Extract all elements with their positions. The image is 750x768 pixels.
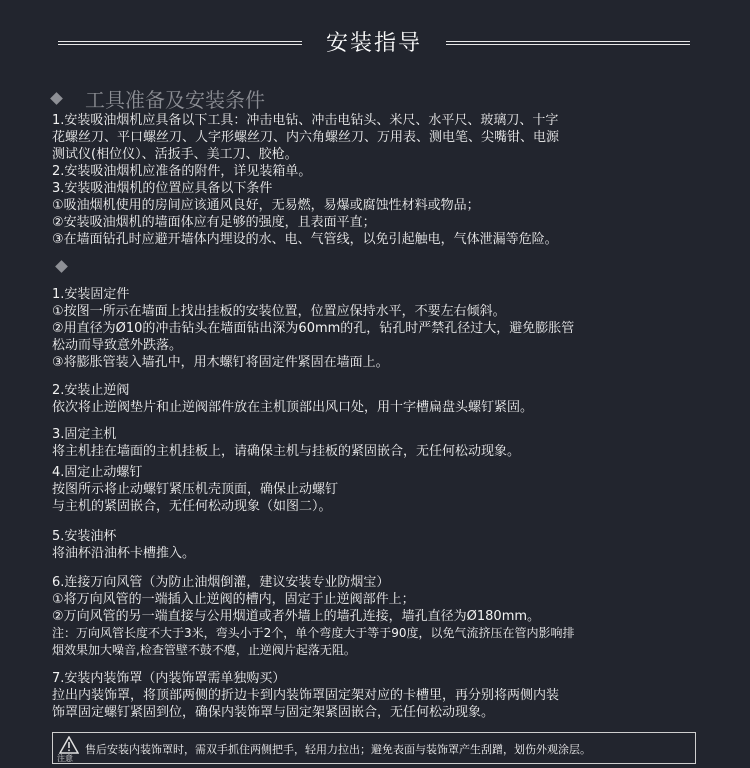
text-line: 按图所示将止动螺钉紧压机壳顶面，确保止动螺钉 <box>52 482 339 497</box>
step-oil-cup <box>52 528 702 562</box>
text-line: 3.安装吸油烟机的位置应具备以下条件 <box>52 181 273 196</box>
step-fix-main-unit <box>52 426 702 460</box>
diamond-bullet-icon <box>50 92 63 105</box>
title-divider-right <box>446 41 690 45</box>
caution-text: 售后安装内装饰罩时，需双手抓住两侧把手，轻用力拉出；避免表面与装饰罩产生刮蹭，划伤外观涂层。 <box>85 743 591 756</box>
text-line: ②用直径为Ø10的冲击钻头在墙面钻出深为60mm的孔，钻孔时严禁孔径过大，避免膨胀管 <box>52 321 575 336</box>
text-line: ②万向风管的另一端直接与公用烟道或者外墙上的墙孔连接，墙孔直径为Ø180mm。 <box>52 609 541 624</box>
step-inner-cover <box>52 670 702 721</box>
warning-triangle-icon <box>59 736 79 754</box>
step-install-fixture <box>52 286 702 371</box>
caution-note <box>52 732 696 764</box>
step-title: 5.安装油杯 <box>52 529 117 544</box>
diamond-bullet-icon <box>55 260 68 273</box>
text-line: ③在墙面钻孔时应避开墙体内埋设的水、电、气管线，以免引起触电，气体泄漏等危险。 <box>52 232 558 247</box>
text-line: 测试仪(相位仪）、活扳手、美工刀、胶枪。 <box>52 147 298 162</box>
step-title: 4.固定止动螺钉 <box>52 465 143 480</box>
text-line: 饰罩固定螺钉紧固到位，确保内装饰罩与固定架紧固嵌合，无任何松动现象。 <box>52 705 495 720</box>
text-line: 将主机挂在墙面的主机挂板上，请确保主机与挂板的紧固嵌合，无任何松动现象。 <box>52 444 521 459</box>
text-line: ①按图一所示在墙面上找出挂板的安装位置，位置应保持水平，不要左右倾斜。 <box>52 304 506 319</box>
text-line: ①将万向风管的一端插入止逆阀的槽内，固定于止逆阀部件上； <box>52 592 415 607</box>
text-line: 依次将止逆阀垫片和止逆阀部件放在主机顶部出风口处，用十字槽扁盘头螺钉紧固。 <box>52 400 534 415</box>
title-row <box>0 24 750 60</box>
text-line: 将油杯沿油杯卡槽推入。 <box>52 546 196 561</box>
text-line: 拉出内装饰罩，将顶部两侧的折边卡到内装饰罩固定架对应的卡槽里，再分别将两侧内装 <box>52 688 560 703</box>
title-divider-left <box>58 41 302 45</box>
text-line: 松动而导致意外跌落。 <box>52 338 183 353</box>
step-duct <box>52 574 702 659</box>
step-title: 1.安装固定件 <box>52 287 130 302</box>
section-heading-tools <box>52 84 265 112</box>
step-title: 3.固定主机 <box>52 427 117 442</box>
caution-label: 注意 <box>57 754 73 763</box>
page-title: 安装指导 <box>325 31 422 56</box>
text-line: ②安装吸油烟机的墙面体应有足够的强度，且表面平直； <box>52 215 376 230</box>
text-line: 注：万向风管长度不大于3米，弯头小于2个，单个弯度大于等于90度，以免气流挤压在管内影响排 <box>52 626 575 640</box>
step-title: 2.安装止逆阀 <box>52 383 130 398</box>
text-line: 花螺丝刀、平口螺丝刀、人字形螺丝刀、内六角螺丝刀、万用表、测电笔、尖嘴钳、电源 <box>52 130 560 145</box>
text-line: 烟效果加大噪音,检查管壁不鼓不瘪，止逆阀片起落无阻。 <box>52 643 356 657</box>
text-line: ①吸油烟机使用的房间应该通风良好，无易燃，易爆或腐蚀性材料或物品； <box>52 198 480 213</box>
section-heading-text: 工具准备及安装条件 <box>85 88 265 112</box>
step-check-valve <box>52 382 702 416</box>
text-line: ③将膨胀管装入墙孔中，用木螺钉将固定件紧固在墙面上。 <box>52 355 389 370</box>
text-line: 1.安装吸油烟机应具备以下工具：冲击电钻、冲击电钻头、米尺、水平尺、玻璃刀、十字 <box>52 113 559 128</box>
step-title: 6.连接万向风管（为防止油烟倒灌，建议安装专业防烟宝） <box>52 575 390 590</box>
text-line: 与主机的紧固嵌合，无任何松动现象（如图二）。 <box>52 499 332 514</box>
tools-conditions-block <box>52 112 702 248</box>
text-line: 2.安装吸油烟机应准备的附件，详见装箱单。 <box>52 164 312 179</box>
step-title: 7.安装内装饰罩（内装饰罩需单独购买） <box>52 671 286 686</box>
step-stop-screw <box>52 464 702 515</box>
